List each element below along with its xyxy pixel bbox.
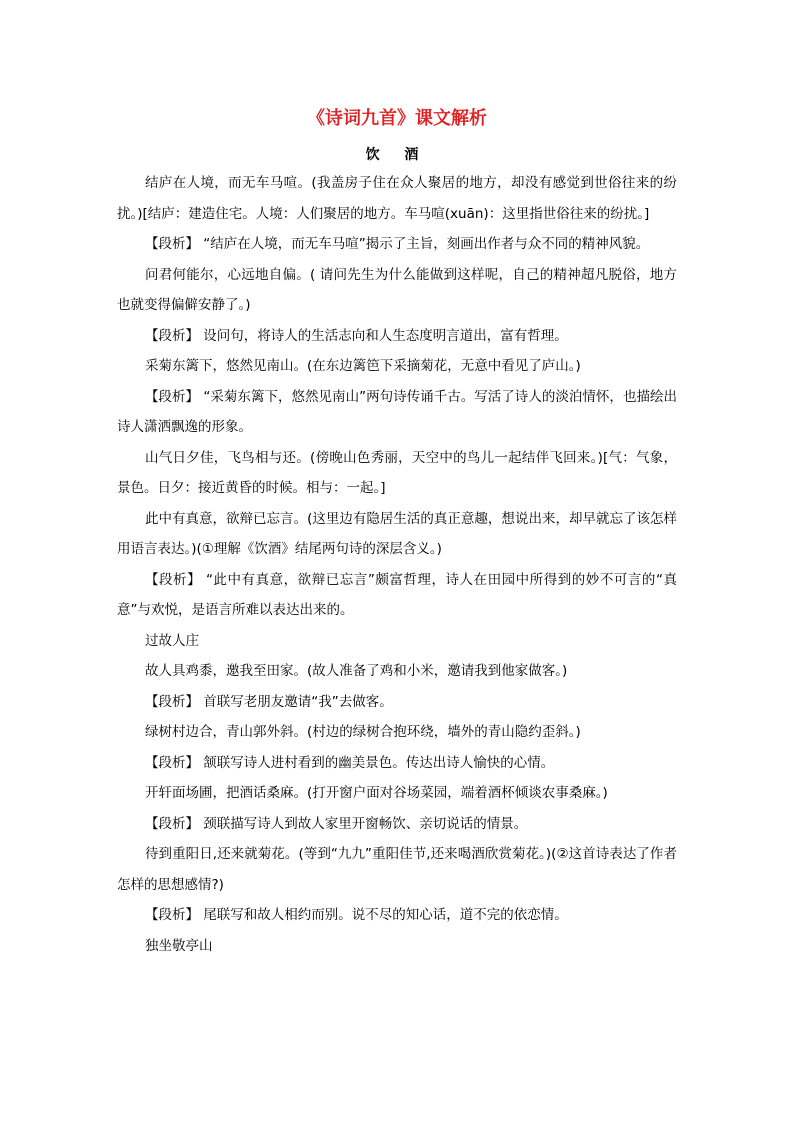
paragraph-9: 待到重阳日,还来就菊花。(等到“九九”重阳佳节,还来喝酒欣赏菊花。)(②这首诗表达了作者怎样的思想感情?) <box>117 846 677 893</box>
analysis-8: 【段析】 尾联写和故人相约而别。说不尽的知心话，道不完的依恋情。 <box>145 907 568 923</box>
analysis-7: 【段析】 颈联描写诗人到故人家里开窗畅饮、亲切说话的情景。 <box>145 815 528 832</box>
poem-title-guoguren: 过故人庄 <box>145 632 199 649</box>
paragraph-8: 开轩面场圃，把酒话桑麻。(打开窗户面对谷场菜园，端着酒杯倾谈农事桑麻。) <box>145 785 608 801</box>
analysis-3: 【段析】 “采菊东篱下，悠然见南山”两句诗传诵千古。写活了诗人的淡泊情怀，也描绘出诗人潇洒飘逸的形象。 <box>117 388 677 435</box>
paragraph-1: 结庐在人境，而无车马喧。(我盖房子住在众人聚居的地方，却没有感觉到世俗往来的纷扰。)[结庐：建造住宅。人境：人们聚居的地方。车马喧(xuān)：这里指世俗往来的纷扰。] <box>117 175 677 222</box>
analysis-1: 【段析】 “结庐在人境，而无车马喧”揭示了主旨，刻画出作者与众不同的精神风貌。 <box>145 236 650 252</box>
poem-title-dzjts: 独坐敬亭山 <box>145 937 213 954</box>
paragraph-6: 故人具鸡黍，邀我至田家。(故人准备了鸡和小米，邀请我到他家做客。) <box>145 663 568 679</box>
document-page <box>117 104 677 961</box>
document-title: 《诗词九首》课文解析 <box>307 108 487 129</box>
analysis-6: 【段析】 颔联写诗人进村看到的幽美景色。传达出诗人愉快的心情。 <box>145 754 555 771</box>
analysis-2: 【段析】 设问句，将诗人的生活志向和人生态度明言道出，富有哲理。 <box>145 327 568 344</box>
paragraph-4: 山气日夕佳，飞鸟相与还。(傍晚山色秀丽，天空中的鸟儿一起结伴飞回来。)[气：气象，景色。日夕：接近黄昏的时候。相与：一起。] <box>117 449 677 496</box>
paragraph-2: 问君何能尔，心远地自偏。( 请问先生为什么能做到这样呢，自己的精神超凡脱俗，地方也就变得偏僻安静了。) <box>117 266 677 313</box>
paragraph-7: 绿树村边合，青山郭外斜。(村边的绿树合抱环绕，墙外的青山隐约歪斜。) <box>145 724 581 740</box>
poem-title-yinjiu: 饮 酒 <box>365 147 429 163</box>
analysis-5: 【段析】 首联写老朋友邀请“我”去做客。 <box>145 693 393 710</box>
paragraph-5: 此中有真意，欲辩已忘言。(这里边有隐居生活的真正意趣，想说出来，却早就忘了该怎样用语言表达。)(①理解《饮酒》结尾两句诗的深层含义。) <box>117 510 677 557</box>
analysis-4: 【段析】 “此中有真意，欲辩已忘言”颇富哲理，诗人在田园中所得到的妙不可言的“真意”与欢悦，是语言所难以表达出来的。 <box>117 571 677 618</box>
paragraph-3: 采菊东篱下，悠然见南山。(在东边篱笆下采摘菊花，无意中看见了庐山。) <box>145 358 581 374</box>
